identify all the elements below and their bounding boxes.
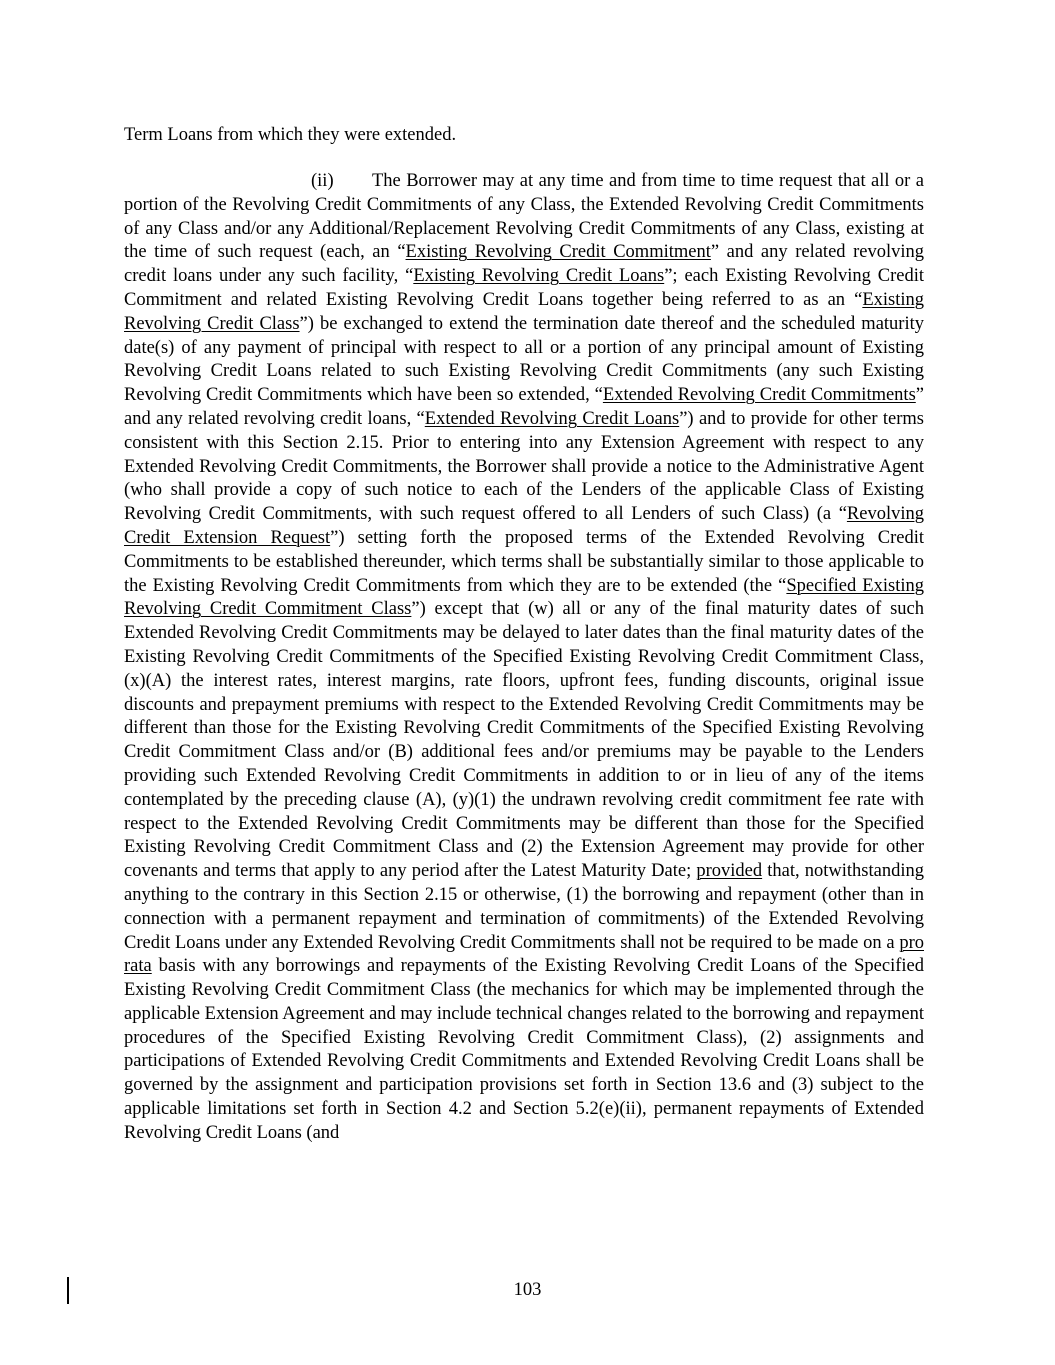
defined-term-extended-revolving-credit-loans: Extended Revolving Credit Loans	[424, 408, 680, 429]
text-run: that, notwithstanding anything to the contrary in this Section 2.15 or otherwise, (1) the borrowing and repayment (other than in connection with a permanent repayment and termination of commitments) of the Extended Revolving Credit Loans under any Extended Revolving Credit Commitments shall not be required to be made on a	[124, 861, 924, 953]
paragraph-ii	[124, 170, 924, 1146]
text-run: ”; each Existing Revolving Credit Commitment and related Existing Revolving Credit Loans together being referred to as an “	[124, 266, 925, 310]
text-run: ”) and to provide for other terms consistent with this Section 2.15. Prior to entering into any Extension Agreement with respect to any Extended Revolving Credit Commitments, the Borrower shall provide a notice to the Administrative Agent (who shall provide a copy of such notice to each of the Lenders of the applicable Class of Existing Revolving Credit Commitments, with such request offered to all Lenders of such Class) (a “	[124, 408, 924, 525]
defined-term-revolving-credit-extension-request: Revolving Credit Extension Request	[124, 504, 924, 548]
defined-term-specified-existing-revolving-credit-commitment-class: Specified Existing Revolving Credit Commitment Class	[124, 575, 924, 620]
text-run: The Borrower may at any time and from time to time request that all or a portion of the Revolving Credit Commitments of any Class, the Extended Revolving Credit Commitments of any Class and/or any Additional/Replacement Revolving Credit Commitments of any Class, existing at the time of such request (each, an “	[124, 171, 924, 263]
page-number: 103	[513, 1280, 542, 1300]
text-run: ”) be exchanged to extend the termination date thereof and the scheduled maturity date(s) of any payment of principal with respect to all or a portion of any principal amount of Existing Revolving Credit Loans related to such Existing Revolving Credit Commitments (any such Existing Revolving Credit Commitments which have been so extended, “	[124, 313, 924, 406]
continued-line: Term Loans from which they were extended.	[124, 125, 457, 145]
text-run: basis with any borrowings and repayments of the Existing Revolving Credit Loans of the Specified Existing Revolving Credit Commitment Class (the mechanics for which may be implemented through the applicable Extension Agreement and may include technical changes related to the borrowing and repayment procedures of the Specified Existing Revolving Credit Commitment Class), (2) assignments and participations of Extended Revolving Credit Commitments and Extended Revolving Credit Loans shall be governed by the assignment and participation provisions set forth in Section 13.6 and (3) subject to the applicable limitations set forth in Section 4.2 and Section 5.2(e)(ii), permanent repayments of Extended Revolving Credit Loans (and	[124, 956, 924, 1143]
text-run: ”) except that (w) all or any of the final maturity dates of such Extended Revolving Credit Commitments may be delayed to later dates than the final maturity dates of the Existing Revolving Credit Commitments of the Specified Existing Revolving Credit Commitment Class, (x)(A) the interest rates, interest margins, rate floors, upfront fees, funding discounts, original issue discounts and prepayment premiums with respect to the Extended Revolving Credit Commitments may be different than those for the Existing Revolving Credit Commitments of the Specified Existing Revolving Credit Commitment Class and/or (B) additional fees and/or premiums may be payable to the Lenders providing such Extended Revolving Credit Commitments in addition to or in lieu of any of the items contemplated by the preceding clause (A), (y)(1) the undrawn revolving credit commitment fee rate with respect to the Extended Revolving Credit Commitments may be different than those for the Specified Existing Revolving Credit Commitment Class and (2) the Extension Agreement may provide for other covenants and terms that apply to any period after the Latest Maturity Date;	[124, 599, 924, 882]
underlined-provided: provided	[696, 861, 763, 882]
defined-term-extended-revolving-credit-commitments: Extended Revolving Credit Commitments	[602, 385, 916, 406]
defined-term-existing-revolving-credit-loans: Existing Revolving Credit Loans	[413, 266, 665, 287]
defined-term-existing-revolving-credit-class: Existing Revolving Credit Class	[124, 289, 924, 334]
paragraph-number: (ii)	[311, 171, 334, 191]
underlined-pro-rata: pro rata	[124, 932, 924, 977]
text-run: ” and any related revolving credit loans, “	[124, 385, 924, 429]
text-run: ” and any related revolving credit loans under any such facility, “	[124, 242, 924, 287]
defined-term-existing-revolving-credit-commitment: Existing Revolving Credit Commitment	[405, 242, 711, 263]
text-run: ”) setting forth the proposed terms of the Extended Revolving Credit Commitments to be established thereunder, which terms shall be substantially similar to those applicable to the Existing Revolving Credit Commitments from which they are to be extended (the “	[124, 527, 924, 596]
